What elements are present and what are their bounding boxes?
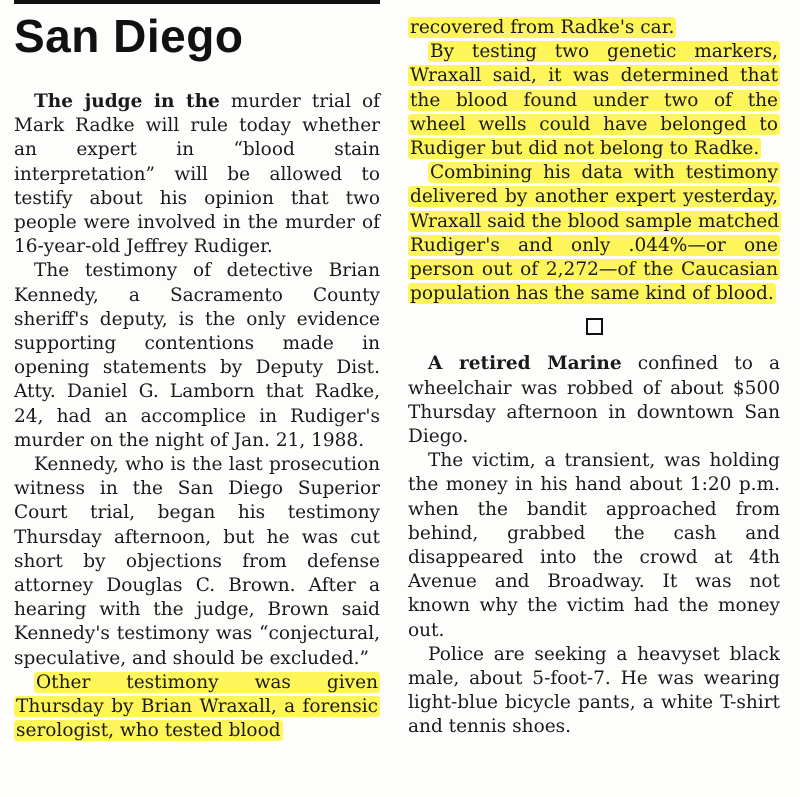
paragraph-kennedy-witness: Kennedy, who is the last prosecution witness in the San Diego Superior Court trial, began his testimony Thursday afternoon, but he was cut short by objections from defense attorney Douglas C. Brown. After a hearing with the judge, Brown said Kennedy's testimony was “conjectural, speculative, and should be excluded.” xyxy=(14,454,380,669)
title-top-rule xyxy=(14,0,380,4)
paragraph-lead-in: The judge in the xyxy=(34,91,220,112)
paragraph-continuation xyxy=(408,16,780,40)
paragraph-body: confined to a wheelchair was robbed of about $500 Thursday afternoon in downtown San Diego. xyxy=(408,353,781,448)
section-title: San Diego xyxy=(14,10,244,62)
paragraph-genetic-markers xyxy=(408,40,780,161)
highlighted-text: Other testimony was given Thursday by Brian Wraxall, a forensic serologist, who tested blood xyxy=(16,671,378,742)
paragraph-other-testimony xyxy=(14,671,380,744)
left-column xyxy=(14,90,380,743)
paragraph-detective-testimony: The testimony of detective Brian Kennedy, a Sacramento County sheriff's deputy, is the only evidence supporting contentions made in opening statements by Deputy Dist. Atty. Daniel G. Lamborn that Radke, 24, had an accomplice in Rudiger's murder on the night of Jan. 21, 1988. xyxy=(14,260,380,451)
paragraph-police-seeking: Police are seeking a heavyset black male, about 5-foot-7. He was wearing light-blue bicycle pants, a white T-shirt and tennis shoes. xyxy=(408,643,780,738)
right-column xyxy=(408,16,780,740)
highlighted-text: Combining his data with testimony delivered by another expert yesterday, Wraxall said the blood sample matched Rudiger's and only .044%—or one person out of 2,272—of the Caucasian population has the same kind of blood. xyxy=(410,162,780,305)
paragraph-blood-sample xyxy=(408,161,780,306)
hollow-square-icon xyxy=(586,318,603,335)
highlighted-text: recovered from Radke's car. xyxy=(410,17,675,38)
paragraph-victim-transient: The victim, a transient, was holding the money in his hand about 1:20 p.m. when the bandit approached from behind, grabbed the cash and disappeared into the crowd at 4th Avenue and Broadway. It was not known why the victim had the money out. xyxy=(408,450,780,641)
paragraph-judge-ruling xyxy=(14,90,380,259)
highlighted-text: By testing two genetic markers, Wraxall said, it was determined that the blood found under two of the wheel wells could have belonged to Rudiger but did not belong to Radke. xyxy=(410,41,778,160)
paragraph-lead-in: A retired Marine xyxy=(428,353,622,375)
paragraph-body: murder trial of Mark Radke will rule today whether an expert in “blood stain interpretation” will be allowed to testify about his opinion that two people were involved in the murder of 16-year-old Jeffrey Rudiger. xyxy=(14,91,381,258)
paragraph-retired-marine xyxy=(408,352,780,449)
story-separator xyxy=(408,306,780,352)
